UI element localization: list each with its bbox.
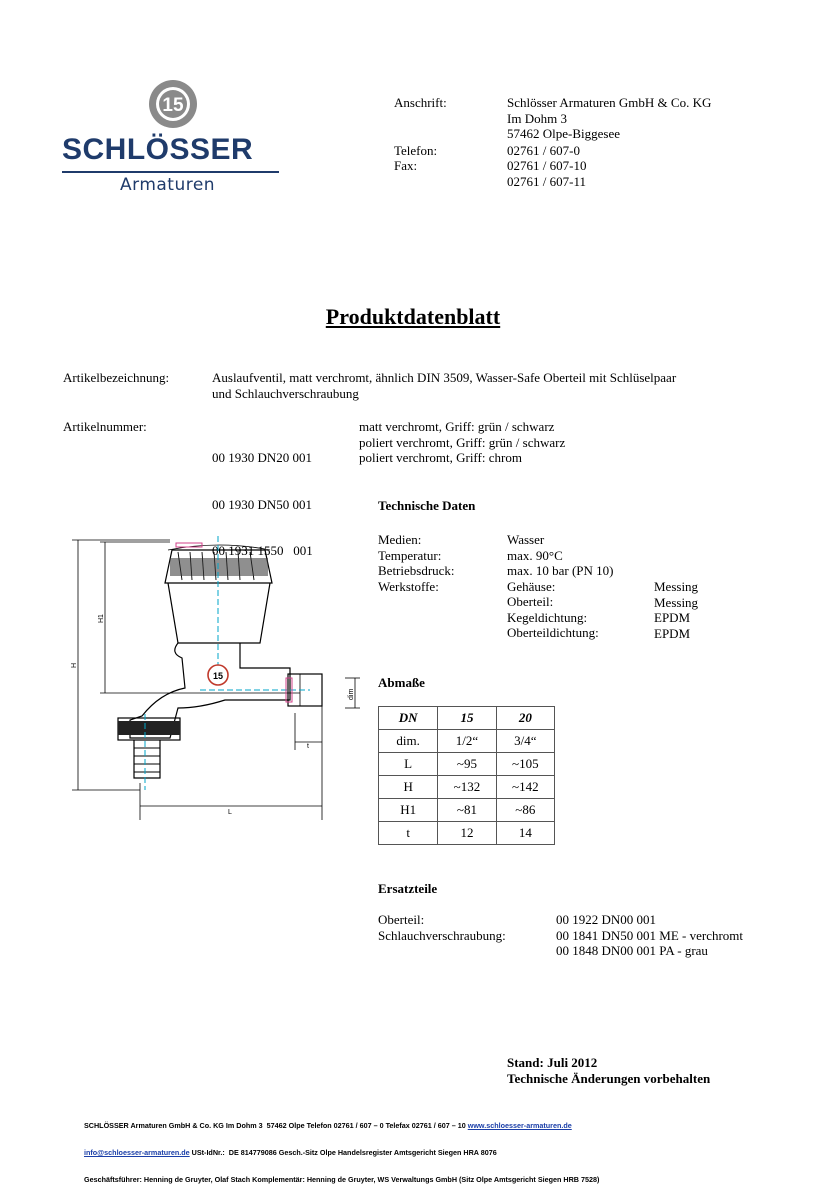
spare-parts-labels [378, 912, 506, 943]
table-cell: dim. [379, 730, 438, 753]
table-cell: 12 [438, 822, 496, 845]
website-link[interactable]: www.schloesser-armaturen.de [467, 1121, 572, 1130]
status-note: Technische Änderungen vorbehalten [507, 1070, 711, 1086]
tech-value: Wasser [507, 532, 545, 547]
address-block [507, 95, 711, 142]
dimensions-heading: Abmaße [378, 675, 425, 690]
table-cell: 14 [496, 822, 554, 845]
tech-value: Oberteildichtung: [507, 625, 599, 640]
tech-material: EPDM [654, 625, 691, 641]
table-header-cell: DN [379, 707, 438, 730]
tech-heading: Technische Daten [378, 498, 476, 513]
svg-text:15: 15 [162, 95, 184, 116]
table-cell: ~142 [496, 776, 554, 799]
spare-part-value: 00 1848 DN00 001 PA - grau [556, 943, 708, 958]
table-cell: H1 [379, 799, 438, 822]
fax-line: 02761 / 607-11 [507, 173, 586, 189]
table-cell: ~132 [438, 776, 496, 799]
address-line: 57462 Olpe-Biggesee [507, 126, 621, 141]
tech-label: Werkstoffe: [378, 578, 439, 594]
article-number: 00 1930 DN50 001 [212, 496, 313, 512]
table-row [379, 822, 555, 845]
svg-text:15: 15 [212, 671, 224, 681]
tech-material: EPDM [654, 610, 691, 625]
table-cell: 3/4“ [496, 730, 554, 753]
footer [84, 1103, 599, 1193]
tech-value: max. 90°C [507, 547, 563, 563]
tech-material: Messing [654, 579, 699, 594]
table-row [379, 776, 555, 799]
fax-values [507, 158, 586, 189]
article-number: 00 1930 DN20 001 [212, 450, 313, 465]
tech-label: Medien: [378, 532, 422, 547]
table-cell: ~105 [496, 753, 554, 776]
table-row [379, 799, 555, 822]
logo-underline [62, 171, 279, 173]
spare-parts-values [556, 912, 743, 959]
svg-text:dim: dim [348, 688, 355, 700]
logo-mark-icon [60, 78, 285, 133]
table-header-cell: 20 [496, 707, 554, 730]
svg-text:H: H [71, 662, 78, 668]
spare-part-label: Schlauchverschraubung: [378, 927, 506, 943]
table-cell: ~95 [438, 753, 496, 776]
logo-brand: SCHLÖSSER [62, 133, 254, 166]
fax-line: 02761 / 607-10 [507, 158, 587, 173]
spare-parts-heading: Ersatzteile [378, 881, 438, 896]
article-number-desc: matt verchromt, Griff: grün / schwarz [359, 419, 555, 434]
tech-value: max. 10 bar (PN 10) [507, 563, 614, 578]
table-cell: t [379, 822, 438, 845]
phone-label: Telefon: [394, 143, 438, 158]
dimensions-table [378, 706, 555, 845]
table-cell: 1/2“ [438, 730, 496, 753]
spare-part-value: 00 1922 DN00 001 [556, 912, 657, 927]
address-line: Schlösser Armaturen GmbH & Co. KG [507, 95, 712, 110]
tap-drawing [60, 528, 360, 823]
svg-text:t: t [307, 743, 309, 750]
tech-value: Gehäuse: [507, 578, 556, 594]
spare-part-label: Oberteil: [378, 912, 425, 927]
article-description [212, 370, 676, 401]
svg-text:L: L [228, 809, 232, 816]
fax-label: Fax: [394, 158, 418, 173]
address-label: Anschrift: [394, 95, 447, 110]
status-date: Stand: Juli 2012 [507, 1055, 598, 1070]
status-block [507, 1055, 710, 1086]
address-line: Im Dohm 3 [507, 110, 567, 126]
footer-line-2: info@schloesser-armaturen.de USt-IdNr.: DE 814779086 Gesch.-Sitz Olpe Handelsregister Amtsgericht Siegen HRA 8076 [84, 1148, 497, 1157]
page-title: Produktdatenblatt [325, 304, 501, 329]
article-number: 00 1931 1550 001 [212, 543, 313, 558]
footer-line-1: SCHLÖSSER Armaturen GmbH & Co. KG Im Dohm 3 57462 Olpe Telefon 02761 / 607 – 0 Telefax 02761 / 607 – 10 www.schloesser-armaturen.de [84, 1121, 572, 1130]
table-cell: ~86 [496, 799, 554, 822]
table-header-row [379, 707, 555, 730]
tech-value: Oberteil: [507, 594, 554, 609]
table-header-cell: 15 [438, 707, 496, 730]
tech-materials [654, 579, 698, 641]
tech-labels [378, 532, 455, 594]
article-number-desc: poliert verchromt, Griff: chrom [359, 450, 522, 465]
article-label: Artikelbezeichnung: [63, 370, 170, 385]
article-number-descriptions [359, 419, 565, 466]
company-logo [60, 78, 285, 198]
email-link[interactable]: info@schloesser-armaturen.de [84, 1148, 190, 1157]
grip-band [118, 721, 180, 735]
table-row [379, 753, 555, 776]
article-number-desc: poliert verchromt, Griff: grün / schwarz [359, 434, 566, 450]
table-row [379, 730, 555, 753]
article-line: Auslaufventil, matt verchromt, ähnlich DIN 3509, Wasser-Safe Oberteil mit Schlüselpaar [212, 370, 677, 385]
table-cell: H [379, 776, 438, 799]
svg-text:H1: H1 [98, 614, 105, 623]
spare-part-value: 00 1841 DN50 001 ME - verchromt [556, 927, 744, 943]
table-cell: ~81 [438, 799, 496, 822]
tech-label: Temperatur: [378, 547, 442, 563]
article-number-label: Artikelnummer: [63, 419, 147, 434]
phone-value: 02761 / 607-0 [507, 143, 580, 158]
tech-label: Betriebsdruck: [378, 563, 455, 578]
table-cell: L [379, 753, 438, 776]
tech-value: Kegeldichtung: [507, 609, 588, 625]
footer-line-3: Geschäftsführer: Henning de Gruyter, Olaf Stach Komplementär: Henning de Gruyter, WS Verwaltungs GmbH (Sitz Olpe Amtsgericht Siegen HRB 7528) [84, 1175, 600, 1184]
logo-subtitle: Armaturen [120, 175, 216, 195]
tech-material: Messing [654, 594, 699, 610]
tech-values [507, 532, 614, 641]
article-line: und Schlauchverschraubung [212, 385, 359, 401]
